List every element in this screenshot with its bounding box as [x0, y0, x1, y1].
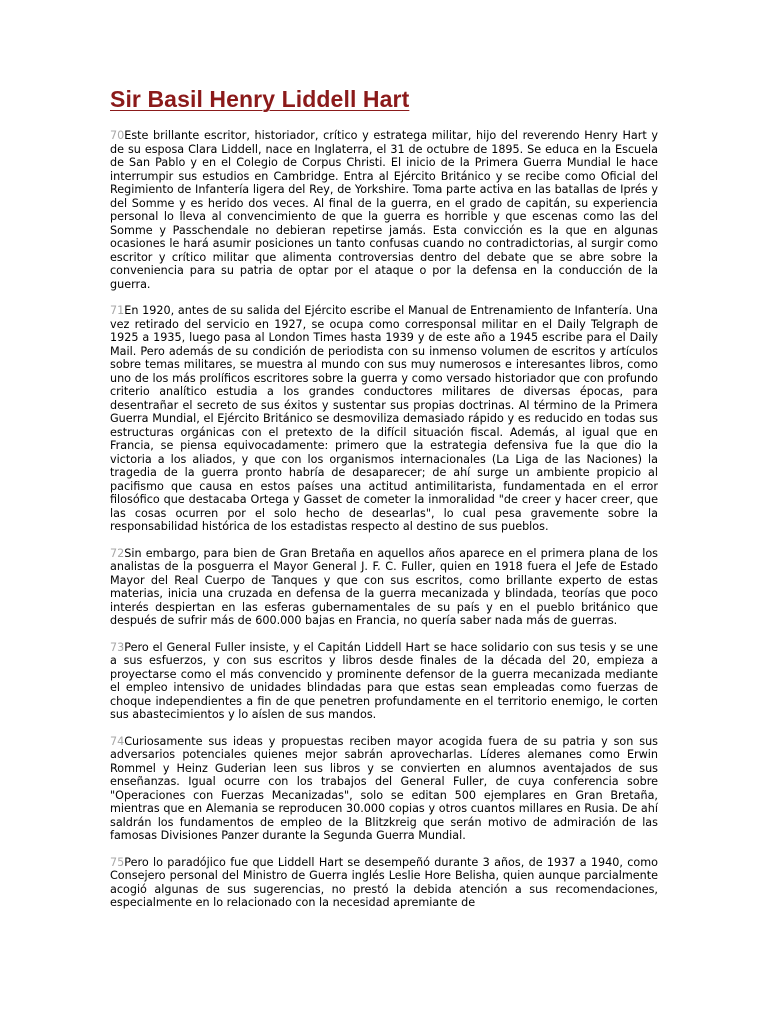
paragraph-text: Pero el General Fuller insiste, y el Capitán Liddell Hart se hace solidario con sus tesis y se une a sus esfuerzos, y con sus escritos y libros desde finales de la década del 20, empieza a proyectarse como el más convencido y prominente defensor de la guerra mecanizada mediante el empleo intensivo de unidades blindadas para que estas sean empleadas como fuerzas de choque independientes a fin de que penetren profundamente en el territorio enemigo, le corten sus abastecimientos y lo aíslen de sus mandos. [110, 640, 658, 721]
paragraph-number: 75 [110, 855, 125, 869]
paragraph-text: Este brillante escritor, historiador, crítico y estratega militar, hijo del reverendo Henry Hart y de su esposa Clara Liddell, nace en Inglaterra, el 31 de octubre de 1895. Se educa en la Escuela de San Pablo y en el Colegio de Corpus Christi. El inicio de la Primera Guerra Mundial le hace interrumpir sus estudios en Cambridge. Entra al Ejército Británico y se recibe como Oficial del Regimiento de Infantería ligera del Rey, de Yorkshire. Toma parte activa en las batallas de Iprés y del Somme y es herido dos veces. Al final de la guerra, en el grado de capitán, su experiencia personal lo lleva al convencimiento de que la guerra es horrible y que escenas como las del Somme y Passchendale no debieran repetirse jamás. Esta convicción es la que en algunas ocasiones le hará asumir posiciones un tanto confusas cuando no contradictorias, al surgir como escritor y crítico militar que alimenta controversias dentro del debate que se abre sobre la conveniencia para su patria de optar por el ataque o por la defensa en la conducción de la guerra. [110, 129, 658, 291]
paragraph-number: 73 [110, 640, 125, 654]
paragraph-number: 72 [110, 546, 125, 560]
paragraph-text: En 1920, antes de su salida del Ejército escribe el Manual de Entrenamiento de Infantería. Una vez retirado del servicio en 1927, se ocupa como corresponsal militar en el Daily Telgraph de 1925 a 1935, luego pasa al London Times hasta 1939 y de este año a 1945 escribe para el Daily Mail. Pero además de su condición de periodista con su inmenso volumen de escritos y artículos sobre temas militares, se muestra al mundo con sus muy numerosos e interesantes libros, como uno de los más prolíficos escritores sobre la guerra y como versado historiador que con profundo criterio analítico estudia a los grandes conductores militares de diversas épocas, para desentrañar el secreto de sus éxitos y sustentar sus propias doctrinas. Al término de la Primera Guerra Mundial, el Ejército Británico se desmoviliza demasiado rápido y es reducido en todas sus estructuras orgánicas con el pretexto de la difícil situación fiscal. Además, al igual que en Francia, se piensa equivocadamente: primero que la estrategia defensiva fue la que dio la victoria a los aliados, y que con los organismos internacionales (La Liga de las Naciones) la tragedia de la guerra pronto habría de desaparecer; de ahí surge un ambiente propicio al pacifismo que causa en estos países una actitud antimilitarista, fundamentada en el error filosófico que destacaba Ortega y Gasset de cometer la inmoralidad "de creer y hacer creer, que las cosas ocurren por el solo hecho de desearlas", lo cual pesa gravemente sobre la responsabilidad histórica de los estadistas respecto al destino de sus pueblos. [110, 304, 658, 533]
document-page [110, 86, 658, 923]
paragraph-text: Pero lo paradójico fue que Liddell Hart se desempeñó durante 3 años, de 1937 a 1940, como Consejero personal del Ministro de Guerra inglés Leslie Hore Belisha, quien aunque parcialmente acogió algunas de sus sugerencias, no prestó la debida atención a sus recomendaciones, especialmente en lo relacionado con la necesidad apremiante de [110, 855, 658, 909]
page-title: Sir Basil Henry Liddell Hart [110, 86, 410, 112]
paragraph-number: 71 [110, 304, 125, 317]
paragraph-73 [110, 641, 658, 722]
paragraph-72 [110, 547, 658, 628]
paragraph-number: 70 [110, 129, 125, 142]
paragraph-75 [110, 856, 658, 910]
paragraph-number: 74 [110, 734, 125, 748]
paragraph-text: Curiosamente sus ideas y propuestas reciben mayor acogida fuera de su patria y son sus adversarios potenciales quienes mejor sabrán aprovecharlas. Líderes alemanes como Erwin Rommel y Heinz Guderian leen sus libros y se convierten en alumnos aventajados de sus enseñanzas. Igual ocurre con los trabajos del General Fuller, de cuya conferencia sobre "Operaciones con Fuerzas Mecanizadas", solo se editan 500 ejemplares en Gran Bretaña, mientras que en Alemania se reproducen 30.000 copias y otros cuantos millares en Rusia. De ahí saldrán los fundamentos de empleo de la Blitzkreig que serán motivo de admiración de las famosas Divisiones Panzer durante la Segunda Guerra Mundial. [110, 734, 658, 842]
paragraph-74 [110, 735, 658, 843]
paragraph-71 [110, 304, 658, 534]
paragraph-70 [110, 129, 658, 291]
paragraph-text: Sin embargo, para bien de Gran Bretaña en aquellos años aparece en el primera plana de los analistas de la posguerra el Mayor General J. F. C. Fuller, quien en 1918 fuera el Jefe de Estado Mayor del Real Cuerpo de Tanques y que con sus escritos, como brillante experto de estas materias, inicia una cruzada en defensa de la guerra mecanizada y blindada, teorías que poco interés despiertan en las esferas gubernamentales de su país y en el pueblo británico que después de sufrir más de 600.000 bajas en Francia, no quería saber nada más de guerras. [110, 546, 658, 627]
